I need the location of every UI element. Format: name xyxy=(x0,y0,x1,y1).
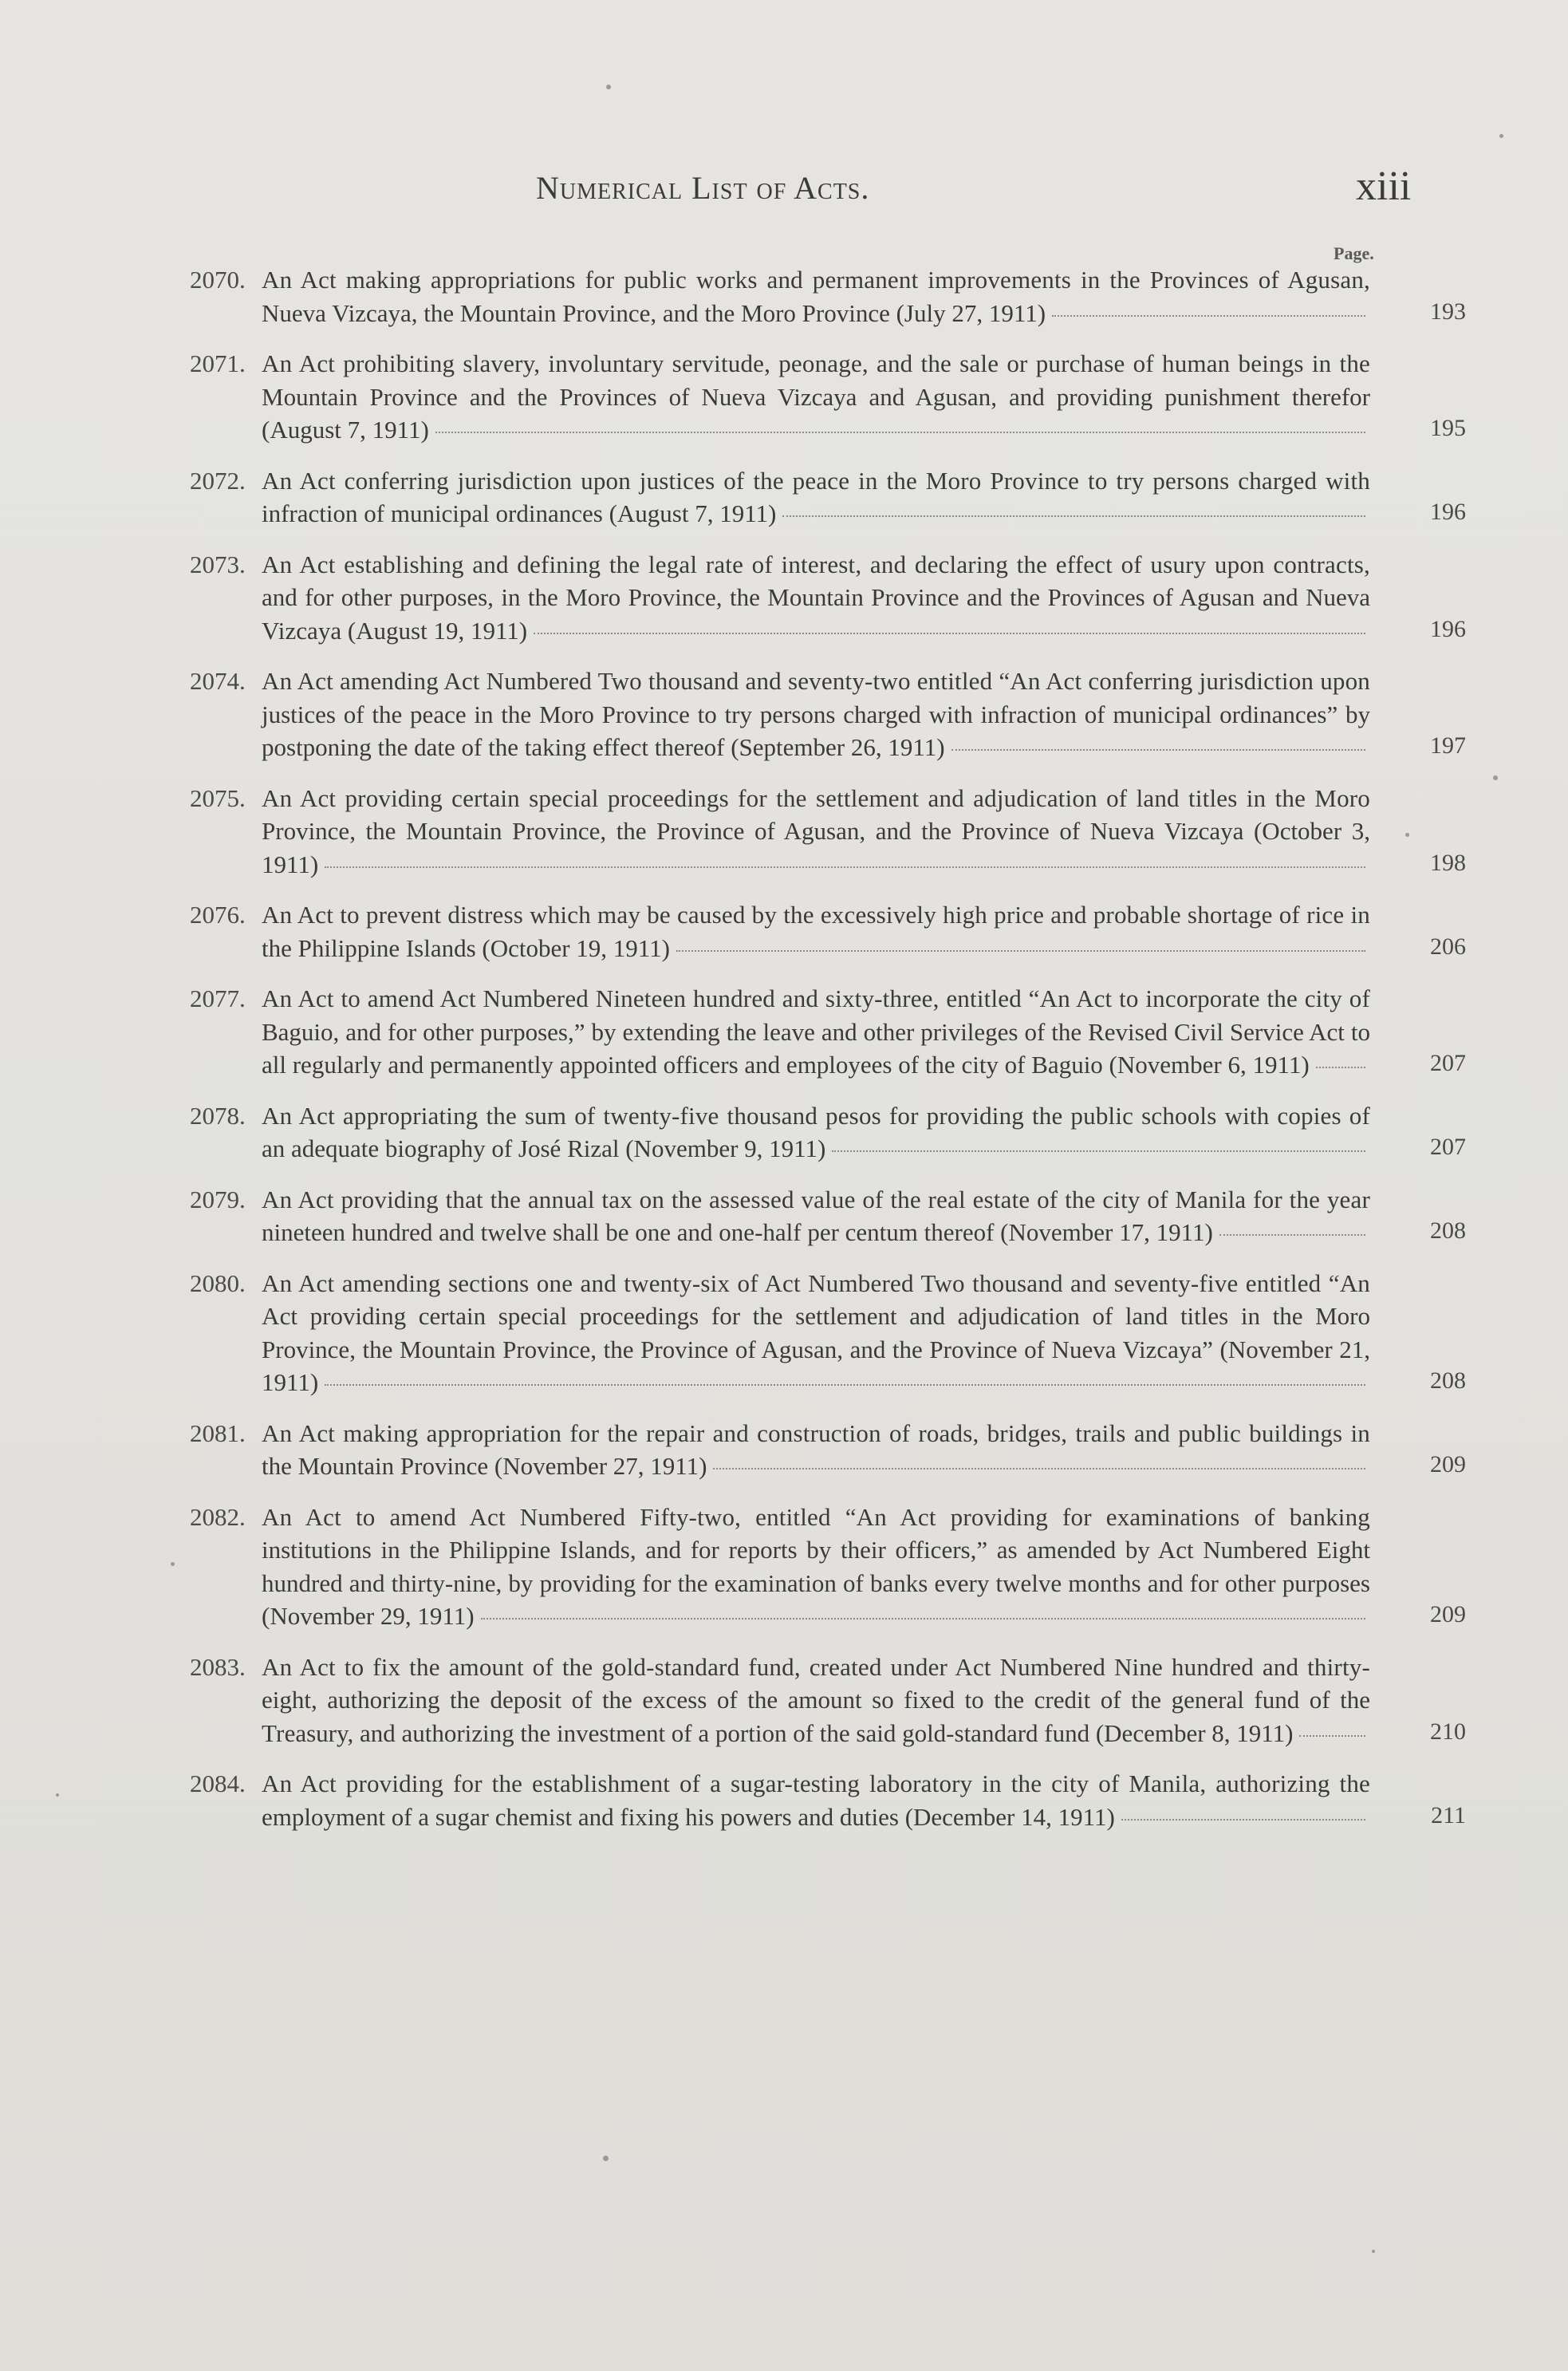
act-number: 2083. xyxy=(190,1652,246,1681)
page-header xyxy=(0,160,1568,223)
act-entry xyxy=(190,1417,1466,1483)
dot-leader xyxy=(713,1467,1365,1470)
dot-leader xyxy=(1052,314,1365,317)
dot-leader xyxy=(782,515,1365,517)
act-number: 2071. xyxy=(190,349,246,377)
act-entry xyxy=(190,782,1466,882)
act-title: An Act amending sections one and twenty-six of Act Numbered Two thousand and seventy-five entitled “An Act providing certain special proceedings for the settlement and adjudication of land titles in the Moro Province, the Mountain Province, the Province of Agusan, and the Province of Nueva Vizcaya” (November 21, 1911) xyxy=(262,1268,1370,1396)
running-title: Numerical List of Acts. xyxy=(536,170,870,206)
act-page-number: 193 xyxy=(1430,298,1466,325)
dot-leader xyxy=(325,1383,1365,1386)
act-title-block xyxy=(262,1267,1370,1399)
act-title-block xyxy=(262,898,1370,965)
act-number: 2082. xyxy=(190,1502,246,1531)
act-title-block xyxy=(262,1183,1370,1249)
act-title: An Act to amend Act Numbered Fifty-two, entitled “An Act providing for examinations of banking institutions in the Philippine Islands, and for reports by their officers,” as amended by Act Numbered Eight hundred and thirty-nine, by providing for the examination of banks every twelve months and for other purposes (November 29, 1911) xyxy=(262,1502,1370,1630)
act-entry xyxy=(190,548,1466,648)
act-title: An Act making appropriation for the repair and construction of roads, bridges, trails and public buildings in the Mountain Province (November 27, 1911) xyxy=(262,1418,1370,1480)
act-entry xyxy=(190,464,1466,531)
act-title-block xyxy=(262,782,1370,882)
dot-leader xyxy=(325,866,1365,868)
act-page-number: 210 xyxy=(1430,1718,1466,1745)
dot-leader xyxy=(832,1150,1365,1152)
dot-leader xyxy=(435,431,1365,433)
dot-leader xyxy=(481,1617,1365,1619)
dot-leader xyxy=(951,748,1365,751)
act-entry xyxy=(190,1267,1466,1399)
act-title-block xyxy=(262,548,1370,648)
act-title-block xyxy=(262,1417,1370,1483)
act-entry xyxy=(190,1651,1466,1750)
act-title-block xyxy=(262,1767,1370,1833)
act-page-number: 198 xyxy=(1430,849,1466,876)
dot-leader xyxy=(1316,1066,1365,1068)
dot-leader xyxy=(676,949,1365,952)
act-number: 2081. xyxy=(190,1418,246,1447)
dot-leader xyxy=(1299,1734,1365,1737)
act-title: An Act appropriating the sum of twenty-five thousand pesos for providing the public schools with copies of an adequate biography of José Rizal (November 9, 1911) xyxy=(262,1101,1370,1162)
act-title-block xyxy=(262,263,1370,329)
scan-speck xyxy=(603,2156,609,2161)
act-title-block xyxy=(262,982,1370,1082)
act-page-number: 206 xyxy=(1430,933,1466,960)
scan-speck xyxy=(171,1562,175,1566)
scan-speck xyxy=(56,1793,59,1797)
act-entry xyxy=(190,263,1466,329)
act-title: An Act conferring jurisdiction upon justices of the peace in the Moro Province to try persons charged with infraction of municipal ordinances (August 7, 1911) xyxy=(262,466,1370,527)
scan-speck xyxy=(1499,134,1503,138)
act-title: An Act making appropriations for public works and permanent improvements in the Provinces of Agusan, Nueva Vizcaya, the Mountain Province, and the Moro Province (July 27, 1911) xyxy=(262,266,1370,327)
act-title: An Act amending Act Numbered Two thousand and seventy-two entitled “An Act conferring jurisdiction upon justices of the peace in the Moro Province to try persons charged with infraction of municipal ordinances” by postponing the date of the taking effect thereof (September 26, 1911) xyxy=(262,667,1370,761)
act-entry xyxy=(190,665,1466,764)
act-number: 2073. xyxy=(190,550,246,578)
act-title-block xyxy=(262,464,1370,531)
act-title: An Act prohibiting slavery, involuntary servitude, peonage, and the sale or purchase of human beings in the Mountain Province and the Provinces of Nueva Vizcaya and Agusan, and providing punishment therefor (August 7, 1911) xyxy=(262,349,1370,444)
act-title-block xyxy=(262,1651,1370,1750)
act-title: An Act to prevent distress which may be caused by the excessively high price and probable shortage of rice in the Philippine Islands (October 19, 1911) xyxy=(262,901,1370,962)
scan-speck xyxy=(1405,833,1409,837)
scan-speck xyxy=(1493,775,1498,780)
act-number: 2084. xyxy=(190,1769,246,1797)
act-title-block xyxy=(262,1099,1370,1166)
roman-page-number: xiii xyxy=(1356,164,1412,209)
act-page-number: 196 xyxy=(1430,499,1466,525)
act-number: 2080. xyxy=(190,1268,246,1297)
act-title: An Act providing that the annual tax on the assessed value of the real estate of the city of Manila for the year nineteen hundred and twelve shall be one and one-half per centum thereof (November 17, 1911) xyxy=(262,1185,1370,1246)
act-number: 2074. xyxy=(190,667,246,695)
act-number: 2075. xyxy=(190,783,246,812)
dot-leader xyxy=(1219,1233,1365,1236)
act-entry xyxy=(190,347,1466,447)
act-entry xyxy=(190,1501,1466,1633)
act-number: 2078. xyxy=(190,1101,246,1130)
dot-leader xyxy=(1121,1818,1365,1821)
act-page-number: 207 xyxy=(1430,1050,1466,1076)
act-title: An Act establishing and defining the legal rate of interest, and declaring the effect of usury upon contracts, and for other purposes, in the Moro Province, the Mountain Province and the Provinces of Agusan and Nueva Vizcaya (August 19, 1911) xyxy=(262,550,1370,645)
act-page-number: 195 xyxy=(1430,415,1466,441)
act-title-block xyxy=(262,1501,1370,1633)
act-number: 2079. xyxy=(190,1185,246,1213)
act-title: An Act to fix the amount of the gold-standard fund, created under Act Numbered Nine hundred and thirty-eight, authorizing the deposit of the excess of the amount so fixed to the credit of the general fund of the Treasury, and authorizing the investment of a portion of the said gold-standard fund (December 8, 1911) xyxy=(262,1652,1370,1747)
act-title-block xyxy=(262,347,1370,447)
act-number: 2072. xyxy=(190,466,246,495)
act-page-number: 209 xyxy=(1430,1601,1466,1627)
scan-speck xyxy=(606,85,611,89)
act-page-number: 197 xyxy=(1430,732,1466,759)
act-title: An Act to amend Act Numbered Nineteen hundred and sixty-three, entitled “An Act to incorporate the city of Baguio, and for other purposes,” by extending the leave and other privileges of the Revised Civil Service Act to all regularly and permanently appointed officers and employees of the city of Baguio (November 6, 1911) xyxy=(262,984,1370,1079)
act-number: 2070. xyxy=(190,266,246,294)
act-page-number: 207 xyxy=(1430,1134,1466,1160)
act-entry xyxy=(190,898,1466,965)
act-page-number: 208 xyxy=(1430,1217,1466,1244)
act-entry xyxy=(190,1099,1466,1166)
act-number: 2076. xyxy=(190,901,246,929)
act-page-number: 209 xyxy=(1430,1451,1466,1477)
act-page-number: 196 xyxy=(1430,615,1466,642)
act-entry xyxy=(190,982,1466,1082)
act-number: 2077. xyxy=(190,984,246,1012)
act-title-block xyxy=(262,665,1370,764)
act-entry xyxy=(190,1767,1466,1833)
act-entry xyxy=(190,1183,1466,1249)
dot-leader xyxy=(534,632,1365,634)
act-page-number: 211 xyxy=(1431,1801,1466,1829)
act-page-number: 208 xyxy=(1430,1367,1466,1394)
acts-list xyxy=(190,263,1466,1851)
page-column-label: Page. xyxy=(1334,243,1374,263)
act-title: An Act providing certain special proceedings for the settlement and adjudication of land titles in the Moro Province, the Mountain Province, the Province of Agusan, and the Province of Nueva Vizcaya (October 3, 1911) xyxy=(262,783,1370,878)
scan-speck xyxy=(1372,2250,1375,2253)
act-title: An Act providing for the establishment of a sugar-testing laboratory in the city of Manila, authorizing the employment of a sugar chemist and fixing his powers and duties (December 14, 1911) xyxy=(262,1769,1370,1831)
